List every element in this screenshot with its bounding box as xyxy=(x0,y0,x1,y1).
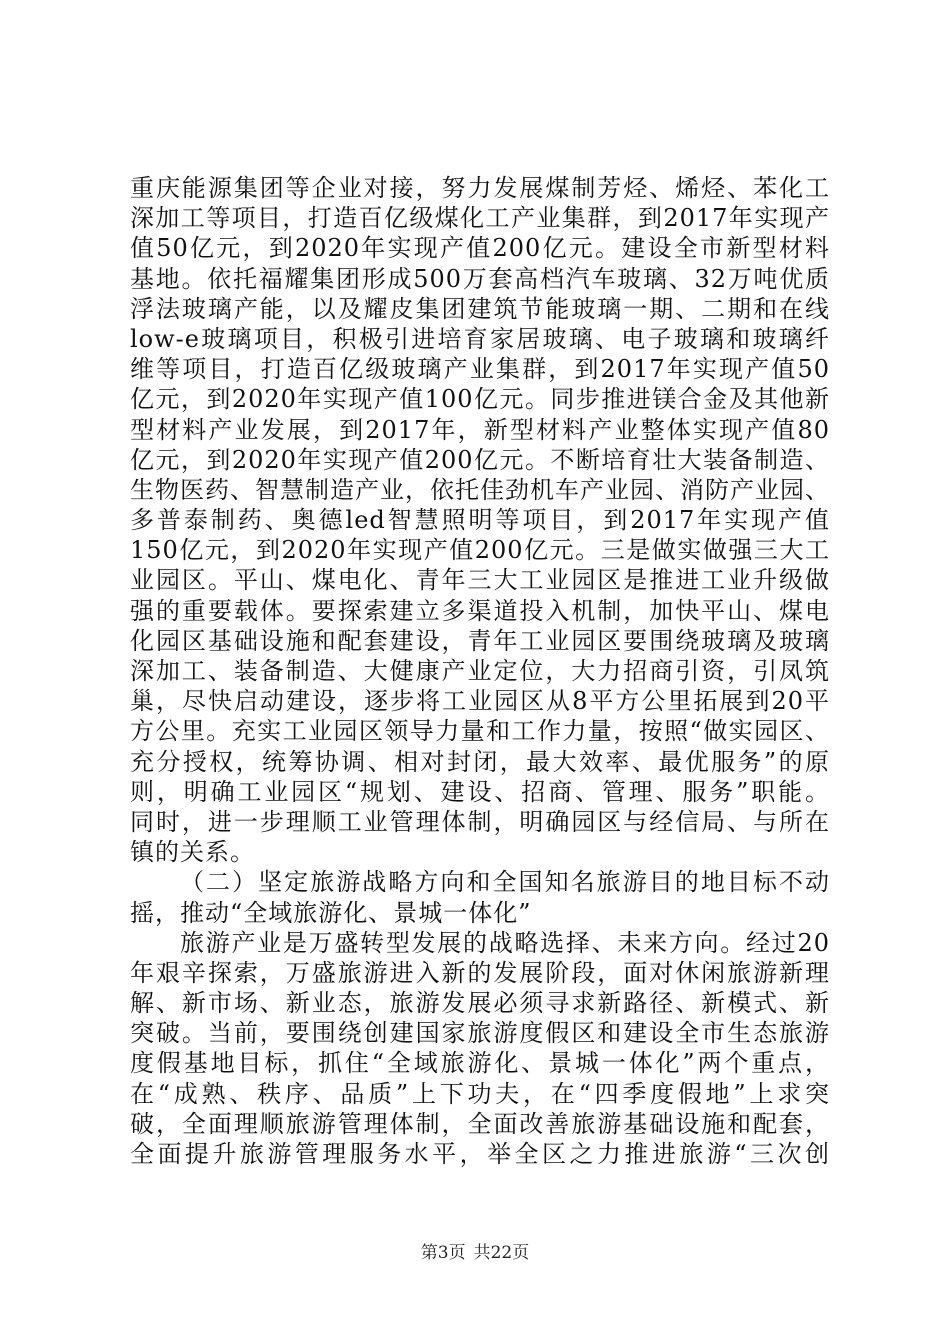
text-line: 强的重要载体。要探索建立多渠道投入机制，加快平山、煤电 xyxy=(130,596,830,625)
page-total: 共22页 xyxy=(473,1243,530,1263)
text-line: 全面提升旅游管理服务水平，举全区之力推进旅游“三次创 xyxy=(130,1140,830,1168)
text-line: 多普泰制药、奥德led智慧照明等项目，到2017年实现产值 xyxy=(130,506,830,535)
page-footer xyxy=(0,1242,950,1264)
body-text xyxy=(130,173,830,1169)
text-line: 旅游产业是万盛转型发展的战略选择、未来方向。经过20 xyxy=(180,928,830,957)
text-line: 化园区基础设施和配套建设，青年工业园区要围绕玻璃及玻璃 xyxy=(130,626,830,655)
text-line: 重庆能源集团等企业对接，努力发展煤制芳烃、烯烃、苯化工 xyxy=(130,174,830,202)
text-line: 亿元，到2020年实现产值100亿元。同步推进镁合金及其他新 xyxy=(130,385,830,414)
text-line: 突破。当前，要围绕创建国家旅游度假区和建设全市生态旅游 xyxy=(130,1019,830,1048)
text-line: 度假基地目标，抓住“全域旅游化、景城一体化”两个重点， xyxy=(130,1049,830,1078)
text-line: 同时，进一步理顺工业管理体制，明确园区与经信局、与所在 xyxy=(130,807,830,836)
text-line: 型材料产业发展，到2017年，新型材料产业整体实现产值80 xyxy=(130,415,830,444)
text-line: 方公里。充实工业园区领导力量和工作力量，按照“做实园区、 xyxy=(130,717,830,746)
text-line: 充分授权，统筹协调、相对封闭，最大效率、最优服务”的原 xyxy=(130,747,830,776)
page-number: 第3页 xyxy=(420,1243,466,1263)
text-line: （二）坚定旅游战略方向和全国知名旅游目的地目标不动 xyxy=(180,868,830,897)
text-line: low-e玻璃项目，积极引进培育家居玻璃、电子玻璃和玻璃纤 xyxy=(130,324,830,353)
text-line: 基地。依托福耀集团形成500万套高档汽车玻璃、32万吨优质 xyxy=(130,264,830,293)
text-line: 破，全面理顺旅游管理体制，全面改善旅游基础设施和配套， xyxy=(130,1109,830,1138)
text-line: 深加工、装备制造、大健康产业定位，大力招商引资，引凤筑 xyxy=(130,657,830,685)
text-line: 生物医药、智慧制造产业，依托佳劲机车产业园、消防产业园、 xyxy=(130,475,830,504)
text-line: 摇，推动“全域旅游化、景城一体化” xyxy=(130,898,532,927)
text-line: 深加工等项目，打造百亿级煤化工产业集群，到2017年实现产 xyxy=(130,204,830,233)
text-line: 则，明确工业园区“规划、建设、招商、管理、服务”职能。 xyxy=(130,777,830,806)
text-line: 镇的关系。 xyxy=(130,838,255,867)
text-line: 巢，尽快启动建设，逐步将工业园区从8平方公里拓展到20平 xyxy=(130,687,830,716)
text-line: 在“成熟、秩序、品质”上下功夫，在“四季度假地”上求突 xyxy=(130,1079,830,1108)
text-line: 浮法玻璃产能，以及耀皮集团建筑节能玻璃一期、二期和在线 xyxy=(130,294,830,323)
text-line: 亿元，到2020年实现产值200亿元。不断培育壮大装备制造、 xyxy=(130,445,830,474)
text-line: 维等项目，打造百亿级玻璃产业集群，到2017年实现产值50 xyxy=(130,355,830,384)
text-line: 150亿元，到2020年实现产值200亿元。三是做实做强三大工 xyxy=(130,536,830,565)
text-line: 年艰辛探索，万盛旅游进入新的发展阶段，面对休闲旅游新理 xyxy=(130,958,830,987)
text-line: 解、新市场、新业态，旅游发展必须寻求新路径、新模式、新 xyxy=(130,989,830,1018)
text-line: 值50亿元，到2020年实现产值200亿元。建设全市新型材料 xyxy=(130,234,830,263)
text-line: 业园区。平山、煤电化、青年三大工业园区是推进工业升级做 xyxy=(130,566,830,595)
